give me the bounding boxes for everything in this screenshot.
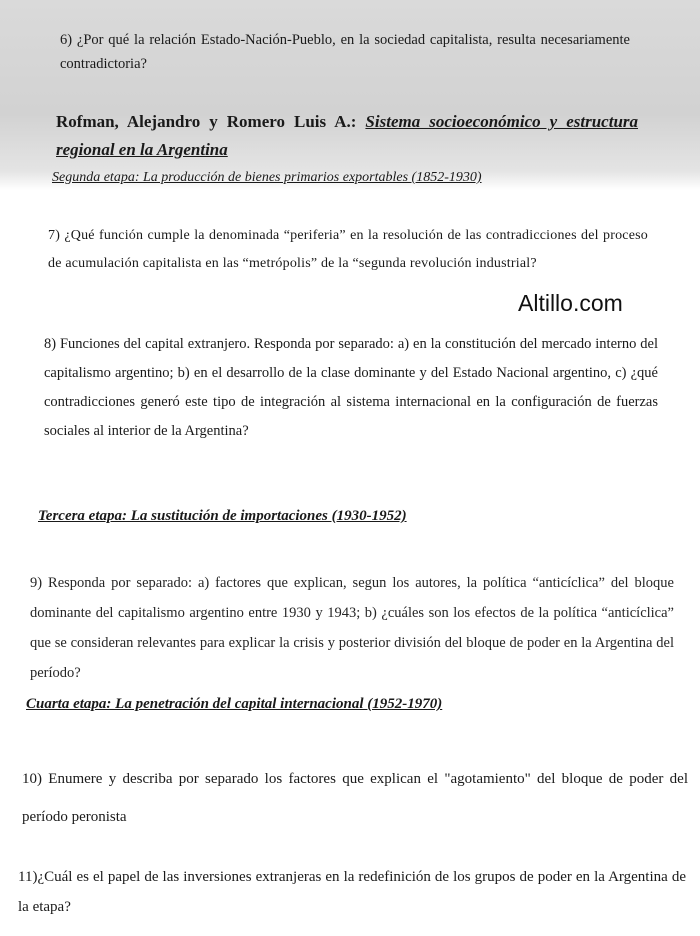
section-heading-tercera-etapa: Tercera etapa: La sustitución de importaciones (1930-1952) [38, 508, 407, 524]
reference-authors: Rofman, Alejandro y Romero Luis A.: [56, 112, 366, 131]
question-9: 9) Responda por separado: a) factores que explican, segun los autores, la política “anticíclica” del bloque dominante del capitalismo argentino entre 1930 y 1943; b) ¿cuáles son los efectos de la política “anticíclica” que se consideran relevantes para explicar la crisis y posterior división del bloque de poder en la Argentina del período? [30, 575, 674, 681]
question-7: 7) ¿Qué función cumple la denominada “periferia” en la resolución de las contradicciones del proceso de acumulación capitalista en las “metrópolis” de la “segunda revolución industrial? [48, 228, 648, 271]
question-6: 6) ¿Por qué la relación Estado-Nación-Pueblo, en la sociedad capitalista, resulta necesariamente contradictoria? [60, 32, 630, 72]
question-10: 10) Enumere y describa por separado los factores que explican el "agotamiento" del bloque de poder del período peronista [22, 771, 688, 825]
section-heading-segunda-etapa: Segunda etapa: La producción de bienes primarios exportables (1852-1930) [52, 170, 482, 185]
question-11: 11)¿Cuál es el papel de las inversiones extranjeras en la redefinición de los grupos de poder en la Argentina de la etapa? [18, 869, 686, 915]
bibliographic-reference [56, 108, 638, 164]
watermark: Altillo.com [518, 290, 623, 316]
reference-title: Sistema socioeconómico y estructura regional en la Argentina [56, 112, 639, 159]
question-8: 8) Funciones del capital extranjero. Responda por separado: a) en la constitución del mercado interno del capitalismo argentino; b) en el desarrollo de la clase dominante y del Estado Nacional argentino, c) ¿qué contradicciones generó este tipo de integración al sistema internacional en la configuración de fuerzas sociales al interior de la Argentina? [44, 336, 658, 439]
section-heading-cuarta-etapa: Cuarta etapa: La penetración del capital internacional (1952-1970) [26, 696, 443, 712]
